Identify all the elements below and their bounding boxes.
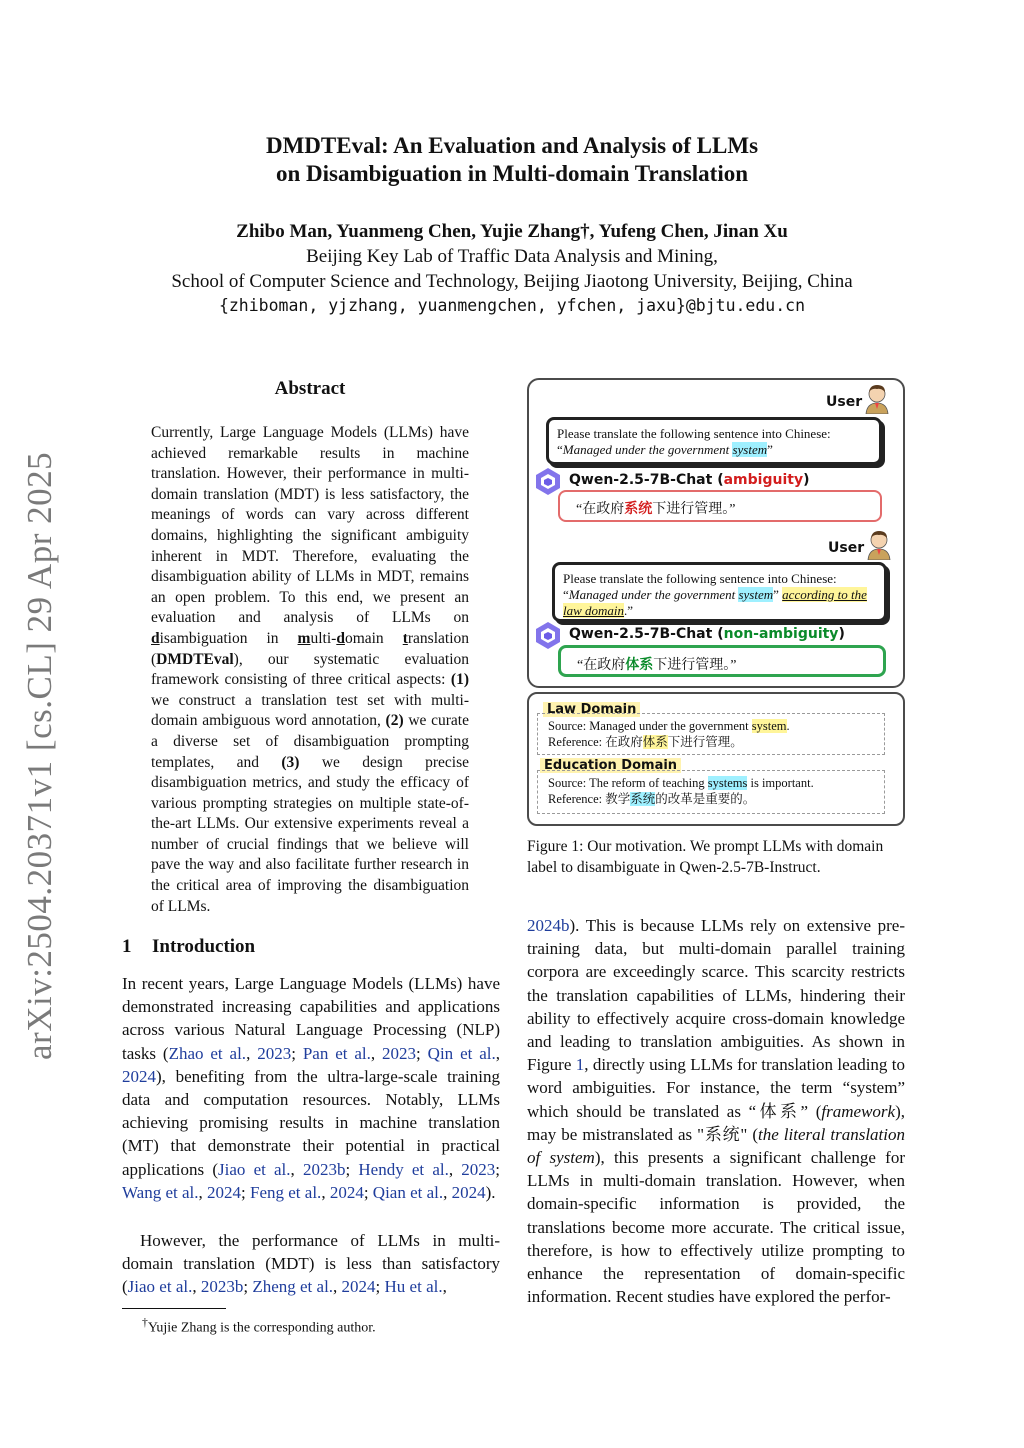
italic-term: the literal translation of system	[527, 1124, 905, 1168]
figure-1-caption: Figure 1: Our motivation. We prompt LLMs with domain label to disambiguate in Qwen-2.5-7B-Instruct.	[527, 838, 884, 876]
prompt-text: Please translate the following sentence into Chinese:	[563, 571, 837, 586]
body-text: ,	[442, 1277, 447, 1297]
section-heading	[122, 936, 255, 958]
section-number: 1	[122, 936, 132, 957]
affiliation-lab: Beijing Key Lab of Traffic Data Analysis and Mining,	[306, 246, 718, 267]
user-prompt-bubble-1	[546, 417, 882, 465]
citation-link[interactable]: Pan et al.	[302, 1043, 371, 1063]
figure-reference-link[interactable]: 1	[575, 1055, 585, 1075]
qwen-logo-icon	[533, 620, 563, 650]
abstract-text: ulti-	[310, 629, 337, 647]
intro-paragraph-2-continued	[527, 914, 905, 1308]
citation-link[interactable]: 2024	[329, 1182, 364, 1202]
reference-text: 的改革是重要的。	[655, 792, 756, 806]
citation-link[interactable]: 2023	[257, 1043, 292, 1063]
intro-paragraph-2: However, the performance of LLMs in multi-domain translation (MDT) is less than satisfactory (Jiao et al., 2023b; Zheng et al., 2024; Hu et al.,	[122, 1231, 500, 1297]
citation-link[interactable]: 2023	[461, 1159, 496, 1179]
qwen-logo-icon	[533, 466, 563, 496]
user-label: User	[826, 394, 863, 410]
citation-link[interactable]: 2024	[451, 1182, 486, 1202]
citation-link[interactable]: 2024b	[527, 916, 570, 935]
citation-link[interactable]: 2023b	[200, 1277, 244, 1297]
footnote-mark: †	[142, 1316, 148, 1329]
author-emails: {zhiboman, yjzhang, yuanmengchen, yfchen, jaxu}@bjtu.edu.cn	[218, 296, 806, 315]
abstract-text: omain	[344, 629, 403, 647]
acronym-letter: d	[336, 629, 345, 647]
model-label-2	[569, 626, 845, 642]
model-name: )	[803, 472, 810, 488]
citation-link[interactable]: Jiao et al.	[218, 1159, 291, 1179]
ambiguous-word: system	[738, 587, 774, 602]
user-avatar-icon	[864, 528, 894, 560]
abstract-text: (	[151, 650, 157, 668]
acronym-letter: t	[402, 629, 408, 647]
citation-link[interactable]: Qin et al.	[427, 1043, 496, 1063]
prompt-text: Managed under the government	[562, 442, 733, 457]
source-text: Source: Managed under the government	[548, 719, 752, 733]
abstract-text: we curate a diverse set of disambiguation prompting templates, and	[151, 712, 469, 771]
reference-text: Reference: 教学	[548, 792, 631, 806]
prompt-text: ”	[773, 587, 783, 602]
footnote	[142, 1316, 376, 1337]
body-text: ).	[485, 1182, 496, 1202]
body-text: ), benefiting from the ultra-large-scale training data and computation resources. Notably, LLMs achieving promising results in machine translation (MT) that demonstrate their potential in practical applications (	[122, 1066, 500, 1179]
body-text: ). This is because LLMs rely on extensive pre-training data, but multi-domain parallel training corpora are exceedingly scarce. This scarcity restricts the translation capabilities of LLMs, hindering their ability to effectively acquire cross-domain knowledge and leading to translation ambiguities. As shown in Figure	[527, 916, 905, 1075]
citation-link[interactable]: Zhao et al.	[168, 1043, 247, 1063]
ambiguity-tag: ambiguity	[723, 472, 804, 488]
prompt-text: .”	[624, 603, 634, 618]
citation-link[interactable]: 2023	[382, 1043, 417, 1063]
abstract-text: Currently, Large Language Models (LLMs) have achieved remarkable results in machine translation. However, their performance in multi-domain translation (MDT) is less satisfactory, the meanings of words can vary across different domains, highlighting the significant ambiguity inherent in MDT. Therefore, evaluating the disambiguation ability of LLMs in MDT, remains an open problem. To this end, we present an evaluation and analysis of LLMs on	[151, 424, 469, 627]
response-text: 下进行管理。”	[653, 658, 737, 673]
abstract-text: ranslation	[407, 629, 469, 647]
prompt-text: Managed under the government	[568, 587, 739, 602]
prompt-text: “	[563, 587, 569, 602]
prompt-text: “	[557, 442, 563, 457]
affiliation-school: School of Computer Science and Technology, Beijing Jiaotong University, Beijing, China	[171, 271, 853, 292]
acronym-letter: m	[297, 629, 311, 647]
footnote-rule	[122, 1308, 226, 1309]
education-domain-example	[537, 770, 885, 814]
body-text: However, the performance of LLMs in multi-domain translation (MDT) is less than satisfactory (	[122, 1231, 500, 1297]
ambiguous-word: system	[751, 719, 787, 733]
reference-translation-word: 体系	[642, 735, 668, 749]
response-text: “在政府	[577, 658, 626, 673]
ambiguous-translation: 系统	[624, 502, 653, 517]
ambiguous-word: system	[732, 442, 768, 457]
title-line-2: on Disambiguation in Multi-domain Translation	[275, 161, 749, 186]
arxiv-stamp: arXiv:2504.20371v1 [cs.CL] 29 Apr 2025	[20, 451, 59, 1060]
citation-link[interactable]: Hu et al.	[384, 1277, 443, 1297]
footnote-text: Yujie Zhang is the corresponding author.	[147, 1320, 376, 1336]
source-text: .	[786, 719, 790, 733]
law-domain-example	[537, 713, 885, 755]
model-name: Qwen-2.5-7B-Chat (	[569, 626, 724, 642]
citation-link[interactable]: Jiao et al.	[127, 1277, 193, 1297]
body-text: ), may be mistranslated as "系统" (	[527, 1101, 905, 1144]
citation-link[interactable]: Hendy et al.	[358, 1159, 449, 1179]
reference-translation-word: 系统	[630, 792, 656, 806]
reference-text: Reference: 在政府	[548, 735, 643, 749]
response-text: 下进行管理。”	[652, 502, 736, 517]
body-text: In recent years, Large Language Models (LLMs) have demonstrated increasing capabilities and applications across various Natural Language Processing (NLP) tasks (	[122, 974, 500, 1063]
abstract-text: isambiguation in	[159, 629, 298, 647]
user-prompt-bubble-2	[552, 562, 887, 622]
education-domain-label: Education Domain	[540, 758, 681, 773]
list-marker: (1)	[450, 671, 469, 689]
prompt-text: Please translate the following sentence into Chinese:	[557, 426, 831, 441]
model-name: Qwen-2.5-7B-Chat (	[569, 472, 724, 488]
user-label: User	[828, 540, 865, 556]
citation-link[interactable]: 2024	[341, 1277, 376, 1297]
body-text: , directly using LLMs for translation leading to word ambiguities. For instance, the term “system” which should be translated as “体系” (	[527, 1055, 905, 1121]
body-text: ), this presents a significant challenge for LLMs in multi-domain translation. However, when domain-specific information is provided, the translations become more accurate. The critical issue, therefore, is how to effectively utilize prompting to enhance the representation of domain-specific information. Recent studies have explored the perfor-	[527, 1148, 906, 1307]
abstract-text: we construct a translation test set with multi-domain ambiguous word annotation,	[151, 691, 469, 730]
citation-link[interactable]: Zheng et al.	[252, 1277, 334, 1297]
list-marker: (2)	[385, 712, 404, 730]
non-ambiguity-tag: non-ambiguity	[723, 626, 839, 642]
section-title: Introduction	[152, 936, 256, 957]
prompt-text: ”	[767, 442, 773, 457]
response-text: “在政府	[576, 502, 625, 517]
abstract-heading: Abstract	[274, 378, 346, 399]
citation-link[interactable]: Feng et al.	[250, 1182, 322, 1202]
ambiguous-word: systems	[707, 776, 748, 790]
citation-link[interactable]: 2024	[122, 1066, 156, 1086]
model-response-1	[558, 490, 882, 522]
law-domain-label: Law Domain	[543, 702, 640, 717]
acronym-letter: d	[151, 629, 160, 647]
italic-term: framework	[821, 1101, 896, 1121]
abstract-text: we design precise disambiguation metrics, and study the efficacy of various prompting strategies on multiple state-of-the-art LLMs. Our extensive experiments reveal a number of crucial findings that we believe will pave the way and also facilitate further research in the critical area of improving the disambiguation of LLMs.	[151, 753, 469, 915]
model-name: )	[838, 626, 845, 642]
intro-paragraph-1: In recent years, Large Language Models (LLMs) have demonstrated increasing capabilities and applications across various Natural Language Processing (NLP) tasks (Zhao et al., 2023; Pan et al., 2023; Qin et al., 2024), benefiting from the ultra-large-scale training data and computation resources. Notably, LLMs achieving promising results in machine translation (MT) that demonstrate their potential in practical applications (Jiao et al., 2023b; Hendy et al., 2023; Wang et al., 2024; Feng et al., 2024; Qian et al., 2024).	[122, 974, 501, 1202]
model-response-2	[558, 645, 886, 677]
citation-link[interactable]: 2023b	[302, 1159, 346, 1179]
citation-link[interactable]: 2024	[207, 1182, 242, 1202]
citation-link[interactable]: Wang et al.	[122, 1182, 199, 1202]
source-text: is important.	[747, 776, 814, 790]
framework-name: DMDTEval	[156, 650, 234, 668]
user-avatar-icon	[862, 382, 892, 414]
abstract-text: ), our systematic evaluation framework consisting of three critical aspects:	[151, 650, 469, 689]
author-list: Zhibo Man, Yuanmeng Chen, Yujie Zhang†, Yufeng Chen, Jinan Xu	[236, 221, 788, 242]
abstract-body	[151, 423, 469, 917]
paper-title	[0, 132, 1024, 188]
title-line-1: DMDTEval: An Evaluation and Analysis of LLMs	[265, 133, 759, 158]
domain-hint: according to the law domain	[563, 587, 867, 618]
reference-text: 下进行管理。	[667, 735, 743, 749]
list-marker: (3)	[281, 753, 300, 771]
source-text: Source: The reform of teaching	[548, 776, 708, 790]
correct-translation: 体系	[625, 658, 654, 673]
citation-link[interactable]: Qian et al.	[372, 1182, 444, 1202]
model-label-1	[569, 472, 809, 488]
